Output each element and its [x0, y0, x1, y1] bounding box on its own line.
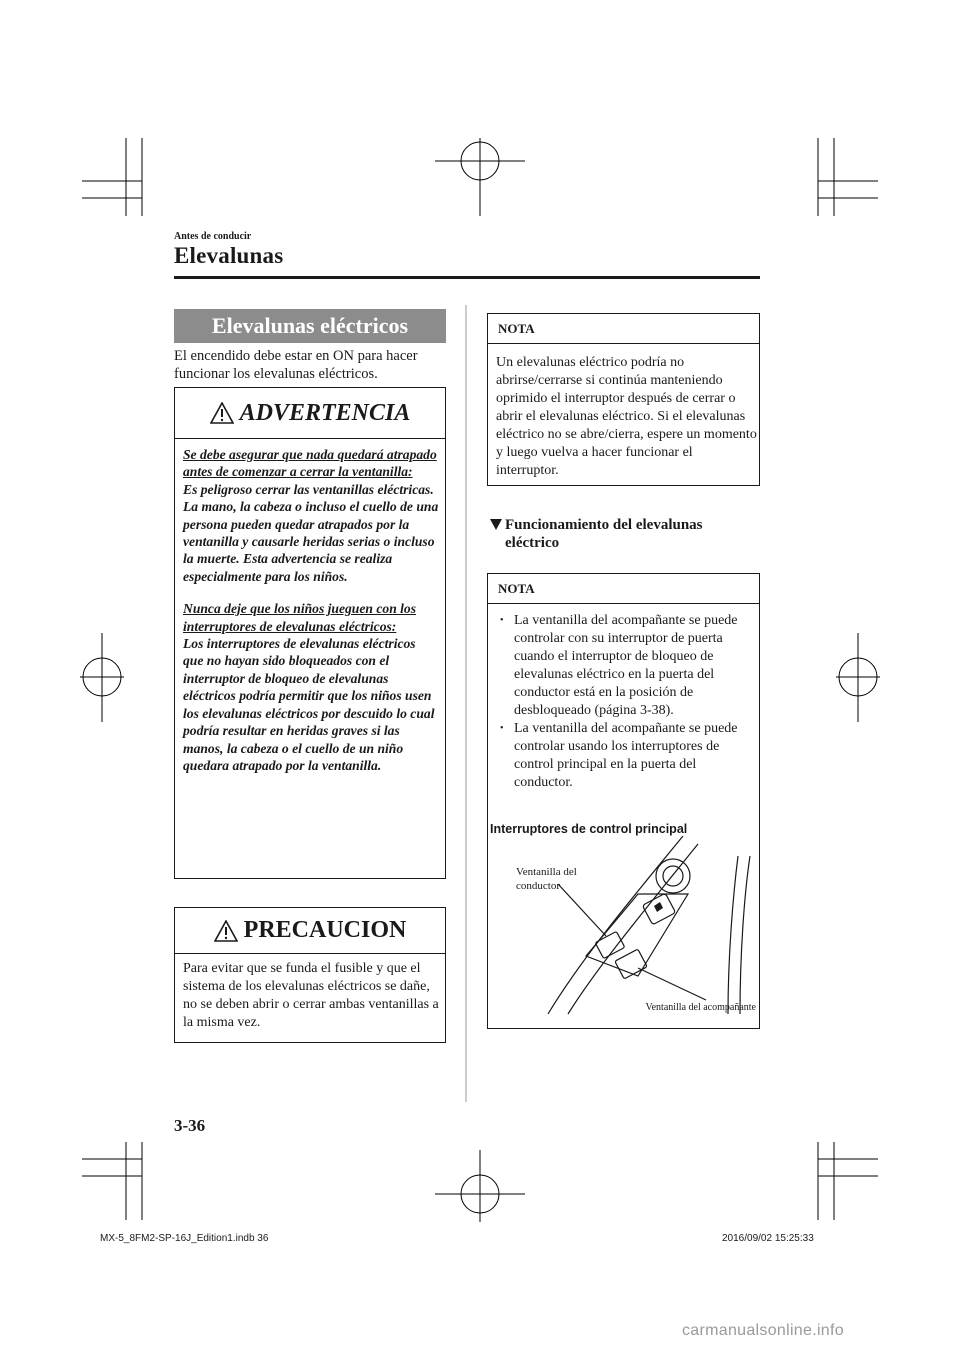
warning-triangle-icon: [210, 402, 234, 424]
note-label: NOTA: [488, 574, 759, 604]
page-number: 3-36: [174, 1116, 206, 1135]
warning-box: [174, 387, 446, 879]
note-list: [500, 612, 754, 792]
subsection-heading: [490, 516, 760, 552]
warning-text-2: Los interruptores de elevalunas eléctricos que no hayan sido bloqueados con el interruptor de bloqueo de elevalunas eléctricos podría permitir que los niños usen los elevalunas eléctricos por descuido lo cual podría resultar en heridas graves si las manos, la cabeza o el cuello de un niño quedara atrapado por la ventanilla.: [183, 636, 435, 773]
chapter-label: Antes de conducir: [174, 231, 252, 242]
warning-text-1: Es peligroso cerrar las ventanillas eléctricas. La mano, la cabeza o incluso el cuello de una persona pueden quedar atrapados por la ventanilla y causarle heridas serias o incluso la muerte. Esta advertencia se realiza especialmente para los niños.: [183, 481, 439, 584]
warning-triangle-icon: [214, 920, 238, 942]
caution-title: PRECAUCION: [243, 917, 407, 943]
footer-date: 2016/09/02 15:25:33: [722, 1233, 814, 1244]
note-text: Un elevalunas eléctrico podría no abrirse/cerrarse si continúa manteniendo oprimido el interruptor después de cerrar o abrir el elevalunas eléctrico. Si el elevalunas eléctrico no se abre/cierra, espere un momento y luego vuelva a hacer funcionar el interruptor.: [496, 355, 757, 478]
watermark: carmanualsonline.info: [682, 1322, 844, 1339]
figure-title: Interruptores de control principal: [490, 822, 688, 836]
window-switch-illustration: [488, 836, 759, 1016]
note-label: NOTA: [488, 314, 759, 344]
warning-heading-1: Se debe asegurar que nada quedará atrapado antes de comenzar a cerrar la ventanilla:: [183, 447, 437, 480]
label-driver-window: Ventanilla del conductor: [516, 866, 577, 892]
caution-box: [174, 907, 446, 1043]
footer-file-name: MX-5_8FM2-SP-16J_Edition1.indb 36: [100, 1233, 269, 1244]
warning-body: [183, 446, 439, 774]
label-passenger-window: Ventanilla del acompañante: [645, 1002, 756, 1013]
note-box-1: [487, 313, 760, 486]
list-item: • La ventanilla del acompañante se puede controlar usando los interruptores de control principal en la puerta del conductor.: [500, 720, 754, 792]
section-title-banner: Elevalunas eléctricos: [174, 309, 446, 343]
page-title: Elevalunas: [174, 243, 284, 268]
note-box-2: [487, 573, 760, 1029]
header-rule: [174, 276, 760, 279]
triangle-down-icon: [490, 519, 502, 530]
intro-text: El encendido debe estar en ON para hacer funcionar los elevalunas eléctricos.: [174, 348, 418, 382]
warning-title: ADVERTENCIA: [239, 399, 411, 426]
warning-header: [175, 388, 445, 439]
caution-header: [175, 908, 445, 954]
warning-heading-2: Nunca deje que los niños jueguen con los interruptores de elevalunas eléctricos:: [183, 601, 417, 634]
caution-text: Para evitar que se funda el fusible y que el sistema de los elevalunas eléctricos se dañe, no se deben abrir o cerrar ambas ventanillas a la misma vez.: [183, 961, 439, 1030]
list-item: • La ventanilla del acompañante se puede controlar con su interruptor de puerta cuando el interruptor de bloqueo de elevalunas eléctrico en la puerta del conductor está en la posición de desbloqueado (página 3-38).: [500, 612, 754, 720]
subsection-title: Funcionamiento del elevalunas eléctrico: [505, 517, 703, 551]
